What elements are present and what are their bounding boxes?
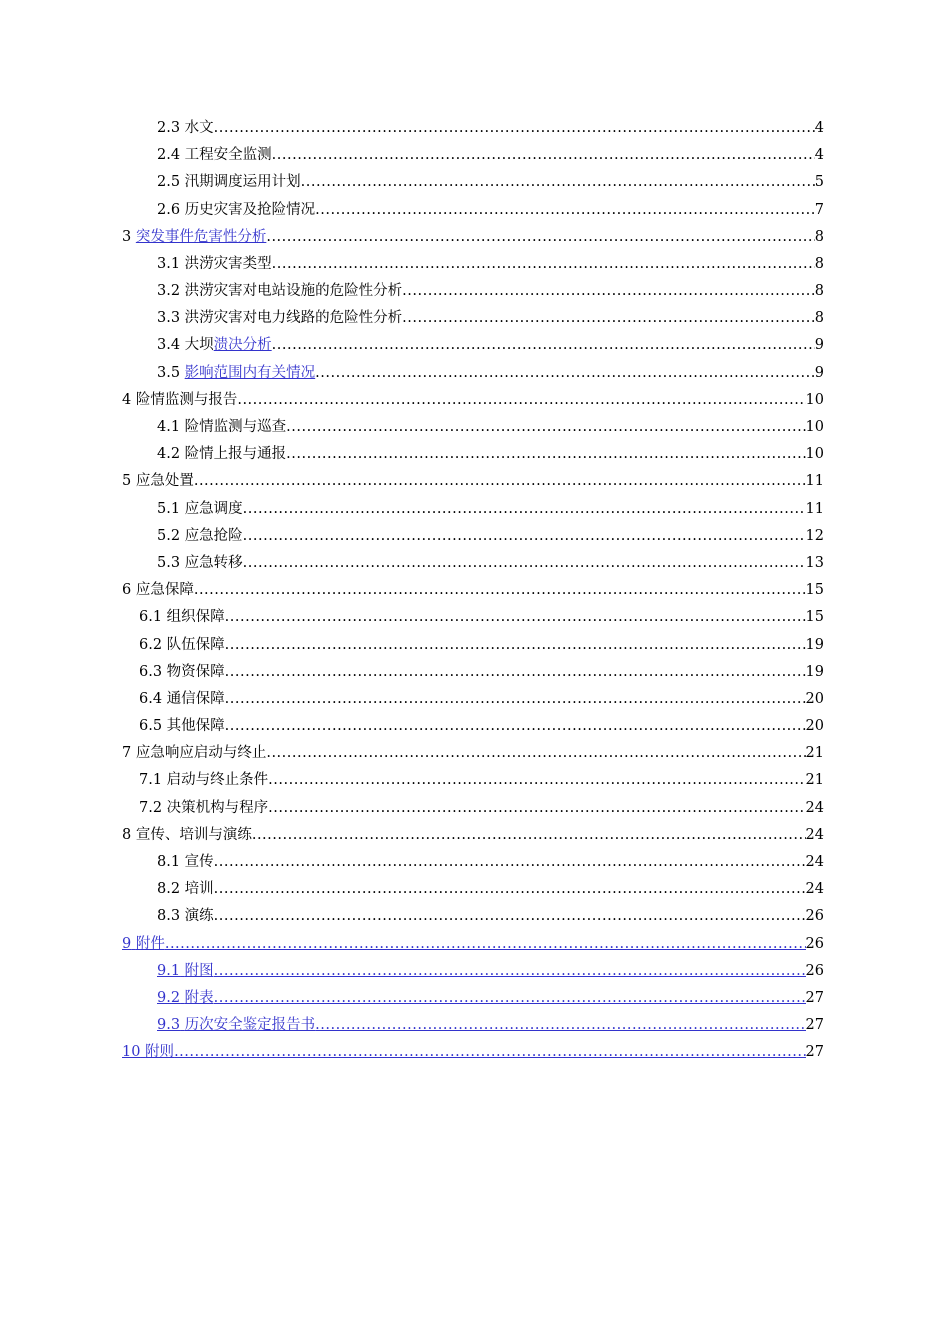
toc-entry-label: 附件 [135, 935, 165, 952]
toc-entry[interactable] [122, 740, 824, 767]
toc-entry-number: 9.1 [157, 962, 181, 979]
toc-entry-number: 6.4 [139, 690, 163, 707]
toc-entry-title[interactable] [122, 387, 237, 414]
toc-dot-leader [225, 686, 806, 713]
toc-page-number: 26 [805, 962, 824, 979]
toc-dot-leader [252, 822, 806, 849]
toc-page-number: 27 [805, 1017, 824, 1034]
toc-entry-number: 9.3 [157, 1017, 181, 1034]
toc-entry-title[interactable] [157, 142, 272, 169]
toc-entry-number: 3.5 [157, 364, 181, 381]
toc-entry-number: 6.2 [139, 636, 163, 653]
toc-entry-title[interactable] [122, 1039, 174, 1066]
toc-dot-leader [315, 197, 815, 224]
toc-entry-label: 宣传、培训与演练 [135, 826, 252, 843]
toc-page-number: 24 [805, 854, 824, 871]
toc-entry-link[interactable]: 溃决分析 [213, 337, 272, 354]
toc-entry-label: 决策机构与程序 [166, 799, 269, 816]
toc-dot-leader [225, 604, 806, 631]
toc-dot-leader [402, 305, 815, 332]
toc-entry[interactable] [122, 632, 824, 659]
toc-entry-label: 险情上报与通报 [184, 446, 287, 463]
toc-entry-number: 10 [122, 1044, 141, 1061]
toc-dot-leader [214, 985, 806, 1012]
toc-page-number: 9 [814, 364, 824, 381]
toc-entry-title[interactable] [157, 550, 243, 577]
toc-entry-number: 3.3 [157, 310, 181, 327]
toc-page-number: 21 [805, 745, 824, 762]
table-of-contents [122, 115, 824, 1067]
toc-entry[interactable] [122, 903, 824, 930]
toc-dot-leader [272, 333, 815, 360]
toc-entry-label: 工程安全监测 [184, 147, 272, 164]
toc-entry-number: 6 [122, 582, 132, 599]
toc-entry-title[interactable] [157, 115, 214, 142]
toc-entry-number: 9.2 [157, 989, 181, 1006]
toc-entry-title[interactable] [122, 822, 252, 849]
toc-page-number: 27 [805, 1044, 824, 1061]
toc-entry[interactable] [122, 305, 824, 332]
toc-page-number: 7 [814, 201, 824, 218]
toc-page-number: 11 [805, 473, 824, 490]
toc-dot-leader [402, 278, 815, 305]
toc-entry-title[interactable] [139, 632, 225, 659]
toc-entry-label: 演练 [184, 908, 214, 925]
toc-dot-leader [266, 224, 814, 251]
toc-page-number: 24 [805, 881, 824, 898]
toc-entry-number: 2.4 [157, 147, 181, 164]
toc-entry-number: 3.2 [157, 283, 181, 300]
toc-entry-label: 其他保障 [166, 718, 225, 735]
toc-entry[interactable] [122, 142, 824, 169]
toc-entry-title[interactable] [157, 197, 315, 224]
toc-entry-title[interactable] [139, 768, 268, 795]
toc-dot-leader [243, 496, 806, 523]
toc-page-number: 26 [805, 935, 824, 952]
toc-entry[interactable] [122, 713, 824, 740]
toc-page-number: 24 [805, 826, 824, 843]
toc-entry[interactable] [122, 958, 824, 985]
toc-entry-number: 8.2 [157, 881, 181, 898]
toc-entry-title[interactable] [122, 577, 194, 604]
toc-entry-link[interactable]: 突发事件危害性分析 [135, 228, 267, 245]
toc-entry-label: 物资保障 [166, 663, 225, 680]
toc-entry-title[interactable] [157, 414, 286, 441]
toc-entry-number: 6.1 [139, 609, 163, 626]
toc-dot-leader [214, 876, 806, 903]
toc-entry[interactable] [122, 985, 824, 1012]
toc-dot-leader [315, 1012, 805, 1039]
toc-entry-title[interactable] [157, 496, 243, 523]
toc-entry-label: 险情监测与报告 [135, 391, 238, 408]
toc-dot-leader [286, 441, 805, 468]
toc-dot-leader [315, 360, 815, 387]
toc-page-number: 10 [805, 391, 824, 408]
toc-dot-leader [174, 1039, 805, 1066]
toc-entry-label: 应急抢险 [184, 527, 243, 544]
toc-entry-number: 2.5 [157, 174, 181, 191]
toc-entry-title[interactable] [157, 1012, 315, 1039]
toc-entry-title[interactable] [122, 468, 194, 495]
toc-entry-label: 应急调度 [184, 500, 243, 517]
toc-entry[interactable] [122, 1012, 824, 1039]
toc-dot-leader [165, 931, 806, 958]
toc-page-number: 8 [814, 310, 824, 327]
toc-dot-leader [268, 795, 805, 822]
toc-entry[interactable] [122, 931, 824, 958]
toc-entry-number: 6.5 [139, 718, 163, 735]
toc-dot-leader [214, 903, 806, 930]
toc-entry[interactable] [122, 251, 824, 278]
toc-entry-title[interactable] [157, 333, 272, 360]
toc-entry-number: 8.1 [157, 854, 181, 871]
toc-entry[interactable] [122, 414, 824, 441]
toc-entry[interactable] [122, 604, 824, 631]
toc-entry-number: 2.6 [157, 201, 181, 218]
toc-entry-link[interactable]: 影响范围内有关情况 [184, 364, 316, 381]
toc-entry-label: 大坝 [184, 337, 214, 354]
toc-entry[interactable] [122, 1039, 824, 1066]
toc-entry-title[interactable] [139, 604, 225, 631]
toc-page-number: 15 [805, 609, 824, 626]
toc-entry-number: 8 [122, 826, 132, 843]
toc-dot-leader [225, 659, 806, 686]
toc-entry-label: 组织保障 [166, 609, 225, 626]
toc-entry-label: 水文 [184, 119, 214, 136]
toc-page-number: 24 [805, 799, 824, 816]
toc-entry[interactable] [122, 224, 824, 251]
toc-entry-number: 5 [122, 473, 132, 490]
toc-entry-number: 9 [122, 935, 132, 952]
toc-entry-number: 3.4 [157, 337, 181, 354]
toc-entry[interactable] [122, 659, 824, 686]
toc-dot-leader [237, 387, 805, 414]
toc-entry-number: 2.3 [157, 119, 181, 136]
toc-entry-title[interactable] [157, 985, 214, 1012]
toc-entry-number: 5.1 [157, 500, 181, 517]
toc-entry-label: 应急转移 [184, 554, 243, 571]
toc-page-number: 4 [814, 147, 824, 164]
toc-entry[interactable] [122, 360, 824, 387]
toc-entry[interactable] [122, 496, 824, 523]
toc-entry-title[interactable] [157, 305, 402, 332]
toc-dot-leader [194, 577, 806, 604]
toc-entry[interactable] [122, 278, 824, 305]
toc-entry-label: 洪涝灾害对电力线路的危险性分析 [184, 310, 403, 327]
toc-page-number: 19 [805, 636, 824, 653]
toc-entry-label: 附表 [184, 989, 214, 1006]
toc-entry-title[interactable] [157, 251, 272, 278]
toc-page-number: 26 [805, 908, 824, 925]
toc-entry-number: 5.3 [157, 554, 181, 571]
toc-page-number: 20 [805, 690, 824, 707]
toc-page-number: 4 [814, 119, 824, 136]
toc-entry[interactable] [122, 468, 824, 495]
toc-entry[interactable] [122, 768, 824, 795]
toc-entry[interactable] [122, 822, 824, 849]
toc-entry-label: 历次安全鉴定报告书 [184, 1017, 316, 1034]
toc-entry-number: 6.3 [139, 663, 163, 680]
toc-entry-title[interactable] [157, 903, 214, 930]
toc-page-number: 12 [805, 527, 824, 544]
toc-entry-title[interactable] [157, 278, 402, 305]
toc-page-number: 10 [805, 446, 824, 463]
toc-entry-label: 汛期调度运用计划 [184, 174, 301, 191]
toc-dot-leader [214, 849, 806, 876]
toc-dot-leader [286, 414, 805, 441]
toc-entry[interactable] [122, 169, 824, 196]
toc-entry-title[interactable] [157, 849, 214, 876]
toc-entry-title[interactable] [157, 958, 214, 985]
toc-entry[interactable] [122, 115, 824, 142]
toc-entry-label: 启动与终止条件 [166, 772, 269, 789]
toc-entry-label: 洪涝灾害对电站设施的危险性分析 [184, 283, 403, 300]
toc-entry-number: 4 [122, 391, 132, 408]
toc-entry-number: 4.2 [157, 446, 181, 463]
toc-dot-leader [214, 115, 815, 142]
toc-entry-title[interactable] [139, 713, 225, 740]
toc-entry[interactable] [122, 795, 824, 822]
toc-page-number: 19 [805, 663, 824, 680]
toc-entry-label: 培训 [184, 881, 214, 898]
toc-entry[interactable] [122, 197, 824, 224]
toc-page-number: 10 [805, 419, 824, 436]
toc-dot-leader [272, 251, 815, 278]
toc-entry-label: 附图 [184, 962, 214, 979]
toc-entry[interactable] [122, 441, 824, 468]
toc-dot-leader [268, 768, 805, 795]
toc-entry-number: 7 [122, 745, 132, 762]
toc-entry-number: 4.1 [157, 419, 181, 436]
toc-entry-title[interactable] [157, 169, 301, 196]
toc-entry-title[interactable] [139, 659, 225, 686]
toc-entry-number: 8.3 [157, 908, 181, 925]
toc-dot-leader [194, 468, 806, 495]
toc-page-number: 9 [814, 337, 824, 354]
toc-entry-label: 历史灾害及抢险情况 [184, 201, 316, 218]
toc-entry[interactable] [122, 333, 824, 360]
toc-dot-leader [301, 169, 815, 196]
toc-entry-label: 宣传 [184, 854, 214, 871]
toc-entry-title[interactable] [122, 931, 165, 958]
toc-entry-title[interactable] [157, 360, 315, 387]
toc-entry[interactable] [122, 876, 824, 903]
toc-page-number: 13 [805, 554, 824, 571]
toc-entry-label: 通信保障 [166, 690, 225, 707]
toc-dot-leader [266, 740, 805, 767]
toc-entry-label: 队伍保障 [166, 636, 225, 653]
toc-dot-leader [225, 713, 806, 740]
toc-entry-title[interactable] [157, 876, 214, 903]
toc-dot-leader [243, 523, 806, 550]
toc-page-number: 8 [814, 255, 824, 272]
toc-entry-label: 附则 [145, 1044, 175, 1061]
toc-entry[interactable] [122, 849, 824, 876]
toc-entry-label: 险情监测与巡查 [184, 419, 287, 436]
toc-entry[interactable] [122, 387, 824, 414]
toc-entry[interactable] [122, 686, 824, 713]
toc-entry-title[interactable] [157, 441, 286, 468]
toc-page-number: 8 [814, 283, 824, 300]
toc-entry[interactable] [122, 523, 824, 550]
toc-entry-label: 应急响应启动与终止 [135, 745, 267, 762]
toc-page-number: 15 [805, 582, 824, 599]
toc-entry-label: 应急处置 [135, 473, 194, 490]
toc-entry-number: 7.1 [139, 772, 163, 789]
toc-page-number: 27 [805, 989, 824, 1006]
toc-entry[interactable] [122, 577, 824, 604]
toc-entry[interactable] [122, 550, 824, 577]
toc-page-number: 8 [814, 228, 824, 245]
toc-entry-number: 3 [122, 228, 132, 245]
toc-entry-label: 洪涝灾害类型 [184, 255, 272, 272]
toc-page-number: 20 [805, 718, 824, 735]
toc-entry-number: 7.2 [139, 799, 163, 816]
toc-dot-leader [272, 142, 815, 169]
toc-entry-title[interactable] [157, 523, 243, 550]
toc-entry-number: 5.2 [157, 527, 181, 544]
toc-entry-title[interactable] [139, 686, 225, 713]
toc-page-number: 5 [814, 174, 824, 191]
toc-dot-leader [225, 632, 806, 659]
toc-dot-leader [243, 550, 806, 577]
toc-entry-label: 应急保障 [135, 582, 194, 599]
toc-entry-title[interactable] [122, 224, 266, 251]
toc-page-number: 21 [805, 772, 824, 789]
toc-entry-number: 3.1 [157, 255, 181, 272]
toc-entry-title[interactable] [122, 740, 266, 767]
toc-dot-leader [214, 958, 806, 985]
toc-page-number: 11 [805, 500, 824, 517]
toc-entry-title[interactable] [139, 795, 268, 822]
